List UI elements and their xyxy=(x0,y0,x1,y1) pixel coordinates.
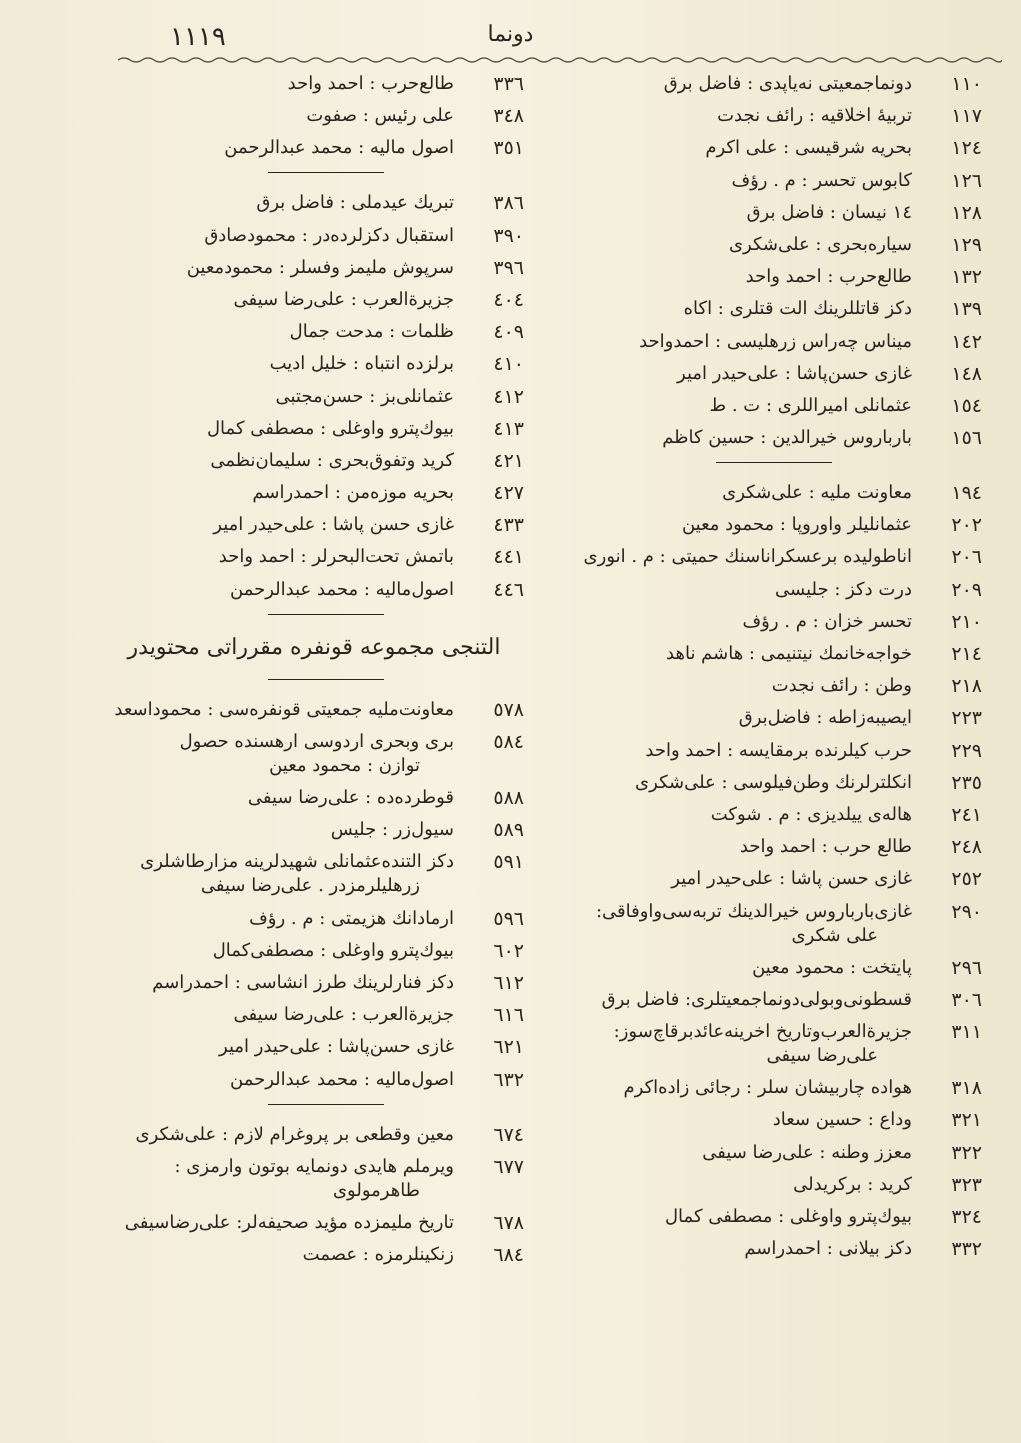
entry-page-number: ٤۲۷ xyxy=(493,482,524,505)
entry-page-number: ٥۹۱ xyxy=(493,851,524,874)
entry-title xyxy=(552,739,922,763)
right-column xyxy=(552,72,982,1269)
entry-title-text: وداع : حسین سعاد xyxy=(772,1109,912,1131)
entry-title xyxy=(552,771,922,795)
entry-title-text: قوطرده‌ده : علی‌رضا سیفی xyxy=(247,787,454,808)
entry-page-number: ۳٤۸ xyxy=(493,105,524,128)
entry-page-number: ۳۹٦ xyxy=(493,256,524,279)
index-entry xyxy=(552,481,982,505)
entry-title-text: طالع‌حرب : احمد واحد xyxy=(745,266,912,288)
entry-page-number: ٥۹٦ xyxy=(493,907,524,930)
entry-title xyxy=(552,900,922,948)
entry-title xyxy=(552,104,922,128)
entry-title-text: دکز التنده‌عثمانلی شهیدلرینه مزارطاشلری xyxy=(140,851,454,873)
right-group-2 xyxy=(552,481,982,1261)
index-entry xyxy=(552,988,982,1012)
entry-title-text: معاونت ملیه : علی‌شکری xyxy=(722,482,912,504)
entry-page-number: ٥۸۹ xyxy=(493,819,524,842)
entry-title-text: اصول مالیه : محمد عبدالرحمن xyxy=(224,137,454,159)
entry-title xyxy=(552,1141,922,1165)
entry-title xyxy=(552,956,922,980)
entry-title-text: درت دکز : جلیسی xyxy=(775,578,912,600)
entry-title-text: تبریك عیدملی : فاضل برق xyxy=(256,192,454,214)
index-entry xyxy=(552,1237,982,1261)
index-entry xyxy=(552,1076,982,1100)
entry-title-text: کابوس تحسر : م . رؤف xyxy=(731,169,912,191)
entry-title-text: برلزده انتباه : خلیل ادیب xyxy=(269,353,454,375)
index-entry xyxy=(104,136,524,160)
entry-title-text: عثمانلی‌بز : حسن‌مجتبی xyxy=(275,385,454,407)
section-divider xyxy=(268,679,384,680)
entry-title-text: تحسر خزان : م . رؤف xyxy=(742,610,912,632)
entry-page-number: ٤۰۹ xyxy=(493,321,524,344)
entry-page-number: ۲۲۹ xyxy=(951,739,982,762)
index-entry xyxy=(104,939,524,963)
entry-page-number: ۲۲۳ xyxy=(951,707,982,730)
index-entry xyxy=(104,698,524,722)
entry-page-number: ۳۱۸ xyxy=(951,1077,982,1100)
entry-page-number: ٤۱۰ xyxy=(493,353,524,376)
index-entry xyxy=(104,971,524,995)
index-entry xyxy=(552,233,982,257)
entry-title xyxy=(104,545,464,569)
entry-title-text: زنکینلرمزه : عصمت xyxy=(302,1244,454,1266)
entry-page-number: ٤۰٤ xyxy=(493,288,524,311)
entry-page-number: ۱۲۹ xyxy=(951,233,982,256)
entry-page-number: ۲۱۰ xyxy=(951,610,982,633)
index-entry xyxy=(104,850,524,898)
entry-page-number: ۳۲٤ xyxy=(951,1206,982,1228)
entry-page-number: ۳۳۲ xyxy=(951,1238,982,1261)
entry-title-text: انکلترلرنك وطن‌فیلوسی : علی‌شکری xyxy=(635,771,912,793)
entry-title-text: جزیرةالعرب : علی‌رضا سیفی xyxy=(233,288,454,310)
header-wavy-rule xyxy=(118,56,1002,64)
entry-page-number: ۱۲٤ xyxy=(951,137,982,160)
entry-title-text: ایصیبه‌زاطه : فاضل‌برق xyxy=(738,707,912,729)
entry-title xyxy=(104,818,464,842)
entry-page-number: ٦۲۱ xyxy=(493,1036,524,1059)
entry-page-number: ۲۹۰ xyxy=(951,900,982,923)
entry-title xyxy=(552,642,922,666)
entry-title-text: پایتخت : محمود معین xyxy=(752,956,912,978)
entry-title-text: غازی حسن پاشا : علی‌حیدر امیر xyxy=(671,868,912,890)
entry-title-text: حرب کیلرنده برمقایسه : احمد واحد xyxy=(645,739,912,761)
entry-page-number: ۲۰٦ xyxy=(951,546,982,569)
index-entry xyxy=(552,956,982,980)
entry-title-text: قسطونی‌وبولی‌دونماجمعیتلری: فاضل برق xyxy=(601,988,912,1010)
entry-title xyxy=(552,394,922,418)
index-entry xyxy=(104,288,524,312)
entry-title-text: دکز فنارلرینك طرز انشاسی : احمدراسم xyxy=(152,971,454,993)
index-entry xyxy=(552,513,982,537)
entry-title-text: بیوك‌پترو واوغلی : مصطفی کمال xyxy=(206,417,454,439)
entry-title xyxy=(552,1205,922,1229)
entry-title xyxy=(552,169,922,193)
index-entry xyxy=(104,449,524,473)
entry-page-number: ۲۱۸ xyxy=(951,675,982,698)
entry-title-text: استقبال دکزلرده‌در : محمودصادق xyxy=(204,224,454,246)
entry-title-text: غازی‌بارباروس خیرالدینك تربه‌سی‌واوفاقی: xyxy=(595,900,912,922)
index-entry xyxy=(104,72,524,96)
entry-title xyxy=(104,191,464,215)
entry-title xyxy=(552,233,922,257)
entry-title-text: غازی حسن پاشا : علی‌حیدر امیر xyxy=(213,514,454,536)
entry-page-number: ۲۱٤ xyxy=(951,643,982,665)
entry-page-number: ۱٥٦ xyxy=(951,427,982,450)
index-entry xyxy=(552,104,982,128)
entry-page-number: ٦۷۸ xyxy=(493,1211,524,1234)
entry-page-number: ٥۸۸ xyxy=(493,787,524,809)
index-entry xyxy=(552,706,982,730)
entry-page-number: ٤۲۱ xyxy=(493,449,524,472)
entry-title-text: طالع‌حرب : احمد واحد xyxy=(287,73,454,94)
entry-page-number: ٤۳۳ xyxy=(493,514,524,537)
entry-title xyxy=(104,1243,464,1267)
entry-title-text: باتمش تحت‌البحرلر : احمد واحد xyxy=(218,546,454,568)
entry-page-number: ۲۹٦ xyxy=(951,956,982,979)
left-group-1 xyxy=(104,72,524,160)
entry-title-text: تربیهٔ اخلاقیه : رائف نجدت xyxy=(717,105,912,127)
entry-title xyxy=(104,136,464,160)
entry-title-text: اصول‌مالیه : محمد عبدالرحمن xyxy=(230,578,454,600)
entry-page-number: ٥۸٤ xyxy=(493,730,524,753)
index-entry xyxy=(104,256,524,280)
entry-title xyxy=(104,786,464,810)
entry-title xyxy=(104,288,464,312)
index-entry xyxy=(104,786,524,810)
entry-title xyxy=(552,265,922,289)
entry-title xyxy=(104,1035,464,1059)
entry-title xyxy=(552,362,922,386)
index-entry xyxy=(552,169,982,193)
index-entry xyxy=(552,330,982,354)
entry-page-number: ۳۳٦ xyxy=(493,73,524,95)
entry-title-text: جزیرةالعرب : علی‌رضا سیفی xyxy=(233,1004,454,1026)
index-entry xyxy=(552,835,982,859)
entry-title xyxy=(552,610,922,634)
entry-page-number: ۱۹٤ xyxy=(951,482,982,505)
entry-page-number: ۱۳۲ xyxy=(951,266,982,289)
index-entry xyxy=(104,1123,524,1147)
entry-title xyxy=(104,513,464,537)
entry-title xyxy=(552,545,922,569)
entry-title-text: کرید : برکریدلی xyxy=(793,1173,912,1195)
index-entry xyxy=(552,610,982,634)
entry-title-text: بارباروس خیرالدین : حسین کاظم xyxy=(662,427,912,449)
index-entry xyxy=(104,417,524,441)
entry-title xyxy=(552,513,922,537)
entry-title-text: ارمادانك هزیمتی : م . رؤف xyxy=(249,907,454,929)
entry-title-text: سیاره‌بحری : علی‌شکری xyxy=(728,233,912,255)
index-entry xyxy=(552,803,982,827)
entry-title xyxy=(104,385,464,409)
index-entry xyxy=(104,907,524,931)
entry-title xyxy=(552,201,922,225)
entry-title-text: دکز بیلانی : احمدراسم xyxy=(744,1238,912,1260)
entry-title-text: جزیرةالعرب‌وتاریخ اخرینه‌عائدبرقاچ‌سوز: xyxy=(613,1021,912,1043)
entry-page-number: ۳۲۳ xyxy=(951,1173,982,1196)
entry-title xyxy=(552,330,922,354)
entry-title-text: معزز وطنه : علی‌رضا سیفی xyxy=(702,1141,912,1163)
index-entry xyxy=(104,1003,524,1027)
entry-page-number: ۳٥۱ xyxy=(493,137,524,160)
index-entry xyxy=(104,104,524,128)
index-entry xyxy=(104,191,524,215)
entry-page-number: ۳۸٦ xyxy=(493,192,524,215)
index-entry xyxy=(104,320,524,344)
index-entry xyxy=(552,1205,982,1229)
entry-title-text: وطن : رائف نجدت xyxy=(771,675,912,697)
entry-title xyxy=(552,1237,922,1261)
entry-title-text: بری وبحری اردوسی ارهسنده حصول xyxy=(179,730,454,752)
index-entry xyxy=(552,136,982,160)
index-entry xyxy=(552,394,982,418)
entry-page-number: ۱۱۰ xyxy=(951,73,982,95)
entry-page-number: ٤۱۳ xyxy=(493,417,524,440)
entry-page-number: ۱٤۸ xyxy=(951,362,982,385)
entry-title xyxy=(104,971,464,995)
entry-title xyxy=(104,256,464,280)
entry-title-text: ظلمات : مدحت جمال xyxy=(289,321,454,343)
index-entry xyxy=(104,730,524,778)
entry-title xyxy=(104,1211,464,1235)
entry-title-text: سیول‌زر : جلیس xyxy=(330,819,454,841)
entry-title-continuation: علی شکری xyxy=(791,924,878,946)
entry-page-number: ۲٤۸ xyxy=(951,836,982,859)
entry-title-text: اصول‌مالیه : محمد عبدالرحمن xyxy=(230,1068,454,1090)
entry-title xyxy=(552,297,922,321)
index-entry xyxy=(104,1155,524,1203)
index-entry xyxy=(552,642,982,666)
entry-title xyxy=(104,1068,464,1092)
page-number: ۱۱۱۹ xyxy=(170,22,226,52)
entry-page-number: ۳۱۱ xyxy=(951,1021,982,1044)
entry-title-text: دکز قاتللرینك الت قتلری : اکاه xyxy=(683,298,912,320)
index-entry xyxy=(552,771,982,795)
entry-title xyxy=(552,835,922,859)
index-entry xyxy=(552,739,982,763)
index-entry xyxy=(104,1035,524,1059)
entry-page-number: ٤٤۱ xyxy=(493,546,524,569)
entry-title-text: دونماجمعیتی نه‌یاپدی : فاضل برق xyxy=(663,73,912,94)
left-group-2 xyxy=(104,191,524,601)
entry-title xyxy=(552,136,922,160)
section-divider xyxy=(268,614,384,615)
entry-title-text: معین وقطعی بر پروغرام لازم : علی‌شکری xyxy=(135,1123,454,1145)
entry-title-text: علی رئیس : صفوت xyxy=(306,105,454,127)
entry-page-number: ٦۷۷ xyxy=(493,1155,524,1178)
entry-title-text: عثمانلی امیراللری : ت . ط xyxy=(709,394,912,416)
section-heading: التنجی مجموعه قونفره مقرراتی محتویدر xyxy=(127,634,501,660)
entry-title-text: اناطولیده برعسکراناسنك حمیتی : م . انوری xyxy=(583,546,912,568)
entry-page-number: ٤۱۲ xyxy=(493,385,524,408)
entry-title-text: غازی حسن‌پاشا : علی‌حیدر امیر xyxy=(219,1036,454,1058)
entry-page-number: ٦۳۲ xyxy=(493,1068,524,1091)
entry-page-number: ۱۲٦ xyxy=(951,169,982,192)
entry-title xyxy=(104,417,464,441)
section-divider xyxy=(268,1104,384,1105)
index-entry xyxy=(104,1243,524,1267)
entry-page-number: ۱۳۹ xyxy=(951,298,982,321)
index-entry xyxy=(552,297,982,321)
right-group-1 xyxy=(552,72,982,450)
index-entry xyxy=(552,867,982,891)
section-divider xyxy=(716,462,832,463)
entry-page-number: ۱۱۷ xyxy=(951,105,982,128)
entry-title-text: تاریخ ملیمزده مؤید صحیفه‌لر: علی‌رضاسیفی xyxy=(124,1211,454,1233)
index-entry xyxy=(552,1141,982,1165)
entry-title-text: هاله‌ی ییلدیزی : م . شوکت xyxy=(710,803,912,825)
index-entry xyxy=(104,385,524,409)
entry-title-text: میناس چه‌راس زرهلیسی : احمدواحد xyxy=(639,330,912,352)
entry-title xyxy=(104,449,464,473)
entry-title xyxy=(104,698,464,722)
entry-title-text: عثمانلیلر واوروپا : محمود معین xyxy=(681,514,912,536)
entry-page-number: ۲٤۱ xyxy=(951,803,982,826)
entry-page-number: ۳۲۲ xyxy=(951,1141,982,1164)
entry-title-text: سرپوش ملیمز وفسلر : محمودمعین xyxy=(186,256,454,278)
entry-title xyxy=(104,1155,464,1203)
entry-title-text: غازی حسن‌پاشا : علی‌حیدر امیر xyxy=(677,362,912,384)
entry-title-text: بیوك‌پترو واوغلی : مصطفی کمال xyxy=(664,1206,912,1227)
index-entry xyxy=(552,362,982,386)
section-divider xyxy=(268,172,384,173)
index-entry xyxy=(104,1211,524,1235)
page-header xyxy=(0,0,1021,70)
entry-title xyxy=(552,426,922,450)
entry-title xyxy=(104,578,464,602)
entry-page-number: ۳۰٦ xyxy=(951,988,982,1011)
entry-title xyxy=(104,939,464,963)
index-entry xyxy=(552,1108,982,1132)
entry-title xyxy=(552,803,922,827)
index-entry xyxy=(552,674,982,698)
entry-title xyxy=(552,1108,922,1132)
entry-title xyxy=(552,706,922,730)
entry-title xyxy=(552,72,922,96)
entry-page-number: ٤٤٦ xyxy=(493,578,524,601)
entry-title xyxy=(104,320,464,344)
entry-title xyxy=(104,224,464,248)
entry-title xyxy=(104,1123,464,1147)
entry-title xyxy=(552,1020,922,1068)
entry-page-number: ۱٤۲ xyxy=(951,330,982,353)
entry-title-text: ١٤ نیسان : فاضل برق xyxy=(746,201,912,223)
index-entry xyxy=(552,1020,982,1068)
entry-title xyxy=(552,867,922,891)
entry-title-text: کرید وتفوق‌بحری : سلیمان‌نظمی xyxy=(210,449,454,471)
entry-title-text: بحریه موزه‌من : احمدراسم xyxy=(252,482,454,504)
entry-title xyxy=(552,674,922,698)
index-entry xyxy=(552,545,982,569)
entry-page-number: ۳۲۱ xyxy=(951,1109,982,1132)
entry-title-continuation: طاهرمولوی xyxy=(332,1179,420,1201)
entry-page-number: ۲۰۲ xyxy=(951,514,982,537)
entry-title-text: خواجه‌خانمك نیتنیمی : هاشم ناهد xyxy=(666,643,912,664)
entry-page-number: ۳۹۰ xyxy=(493,224,524,247)
entry-title xyxy=(104,1003,464,1027)
running-title: دونما xyxy=(487,22,534,47)
index-entry xyxy=(104,224,524,248)
index-entry xyxy=(104,513,524,537)
entry-title-text: هواده چاربیشان سلر : رجائی زاده‌اکرم xyxy=(623,1077,912,1099)
entry-title-continuation: زرهلیلرمزدر . علی‌رضا سیفی xyxy=(200,875,420,897)
entry-title-continuation: علی‌رضا سیفی xyxy=(766,1045,878,1067)
left-column xyxy=(104,72,524,1275)
entry-title xyxy=(552,578,922,602)
index-entry xyxy=(552,1173,982,1197)
index-entry xyxy=(552,201,982,225)
entry-page-number: ٦۱٦ xyxy=(493,1004,524,1027)
index-entry xyxy=(104,352,524,376)
entry-title-text: ویرملم هایدی دونمایه بوتون وارمزی : xyxy=(174,1155,454,1177)
entry-title-continuation: توازن : محمود معین xyxy=(269,754,420,776)
entry-page-number: ۲۰۹ xyxy=(951,578,982,601)
entry-title xyxy=(104,72,464,96)
index-entry xyxy=(552,578,982,602)
entry-page-number: ۱٥٤ xyxy=(951,394,982,417)
left-group-3 xyxy=(104,698,524,1092)
entry-title-text: طالع حرب : احمد واحد xyxy=(739,836,912,858)
entry-title xyxy=(104,481,464,505)
entry-page-number: ٦۰۲ xyxy=(493,939,524,962)
index-entry xyxy=(104,578,524,602)
entry-title xyxy=(552,988,922,1012)
index-entry xyxy=(552,72,982,96)
entry-page-number: ٥۷۸ xyxy=(493,698,524,721)
entry-title xyxy=(552,1173,922,1197)
entry-title xyxy=(104,850,464,898)
index-entry xyxy=(104,545,524,569)
entry-page-number: ٦۱۲ xyxy=(493,971,524,994)
entry-page-number: ٦۷٤ xyxy=(493,1123,524,1146)
entry-title-text: معاونت‌ملیه جمعیتی قونفره‌سی : محموداسعد xyxy=(114,698,454,720)
entry-title xyxy=(104,104,464,128)
entry-page-number: ۱۲۸ xyxy=(951,201,982,224)
entry-page-number: ۲٥۲ xyxy=(951,868,982,891)
index-entry xyxy=(104,481,524,505)
index-entry xyxy=(104,818,524,842)
entry-page-number: ۲۳٥ xyxy=(951,771,982,794)
entry-page-number: ٦۸٤ xyxy=(493,1244,524,1267)
entry-title xyxy=(104,907,464,931)
index-entry xyxy=(552,265,982,289)
index-entry xyxy=(552,900,982,948)
entry-title-text: بیوك‌پترو واوغلی : مصطفی‌کمال xyxy=(212,939,454,961)
entry-title xyxy=(104,730,464,778)
entry-title xyxy=(104,352,464,376)
index-entry xyxy=(552,426,982,450)
left-group-4 xyxy=(104,1123,524,1268)
entry-title-text: بحریه شرقیسی : علی اکرم xyxy=(705,137,912,159)
index-entry xyxy=(104,1068,524,1092)
entry-title xyxy=(552,481,922,505)
entry-title xyxy=(552,1076,922,1100)
